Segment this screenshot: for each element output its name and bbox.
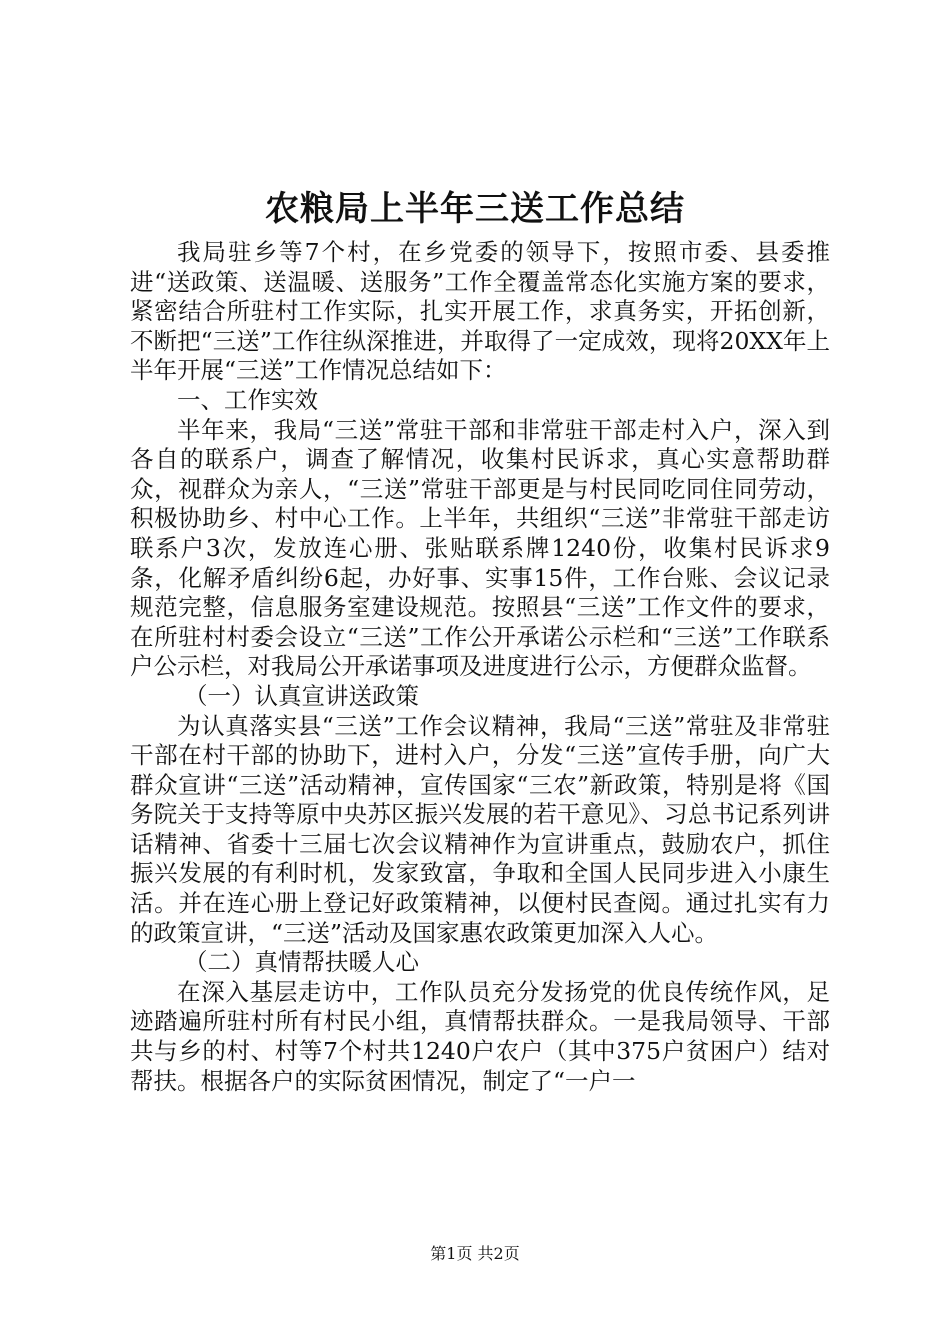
- paragraph-support: 在深入基层走访中，工作队员充分发扬党的优良传统作风，足迹踏遍所驻村所有村民小组，真情帮扶群众。一是我局领导、干部共与乡的村、村等7个村共1240户农户（其中375户贫困户）结对帮扶。根据各户的实际贫困情况，制定了“一户一: [130, 977, 830, 1095]
- section-heading: 一、工作实效: [177, 385, 318, 414]
- page-footer: 第1页 共2页: [430, 1244, 520, 1263]
- subsection-heading: （一）认真宣讲送政策: [184, 681, 420, 710]
- paragraph-results: 半年来，我局“三送”常驻干部和非常驻干部走村入户，深入到各自的联系户，调查了解情况，收集村民诉求，真心实意帮助群众，视群众为亲人，“三送”常驻干部更是与村民同吃同住同劳动，积极协助乡、村中心工作。上半年，共组织“三送”非常驻干部走访联系户3次，发放连心册、张贴联系牌1240份，收集村民诉求9条，化解矛盾纠纷6起，办好事、实事15件，工作台账、会议记录规范完整，信息服务室建设规范。按照县“三送”工作文件的要求，在所驻村村委会设立“三送”工作公开承诺公示栏和“三送”工作联系户公示栏，对我局公开承诺事项及进度进行公示，方便群众监督。: [130, 415, 830, 681]
- paragraph-policy: 为认真落实县“三送”工作会议精神，我局“三送”常驻及非常驻干部在村干部的协助下，进村入户，分发“三送”宣传手册，向广大群众宣讲“三送”活动精神，宣传国家“三农”新政策，特别是将《国务院关于支持等原中央苏区振兴发展的若干意见》、习总书记系列讲话精神、省委十三届七次会议精神作为宣讲重点，鼓励农户，抓住振兴发展的有利时机，发家致富，争取和全国人民同步进入小康生活。并在连心册上登记好政策精神，以便村民查阅。通过扎实有力的政策宣讲，“三送”活动及国家惠农政策更加深入人心。: [130, 711, 830, 947]
- paragraph-intro: 我局驻乡等7个村，在乡党委的领导下，按照市委、县委推进“送政策、送温暖、送服务”工作全覆盖常态化实施方案的要求，紧密结合所驻村工作实际，扎实开展工作，求真务实，开拓创新，不断把“三送”工作往纵深推进，并取得了一定成效，现将20XX年上半年开展“三送”工作情况总结如下：: [130, 238, 830, 385]
- subsection-heading: （二）真情帮扶暖人心: [184, 948, 420, 977]
- document-title: 农粮局上半年三送工作总结: [265, 189, 685, 229]
- document-body: [130, 238, 830, 1096]
